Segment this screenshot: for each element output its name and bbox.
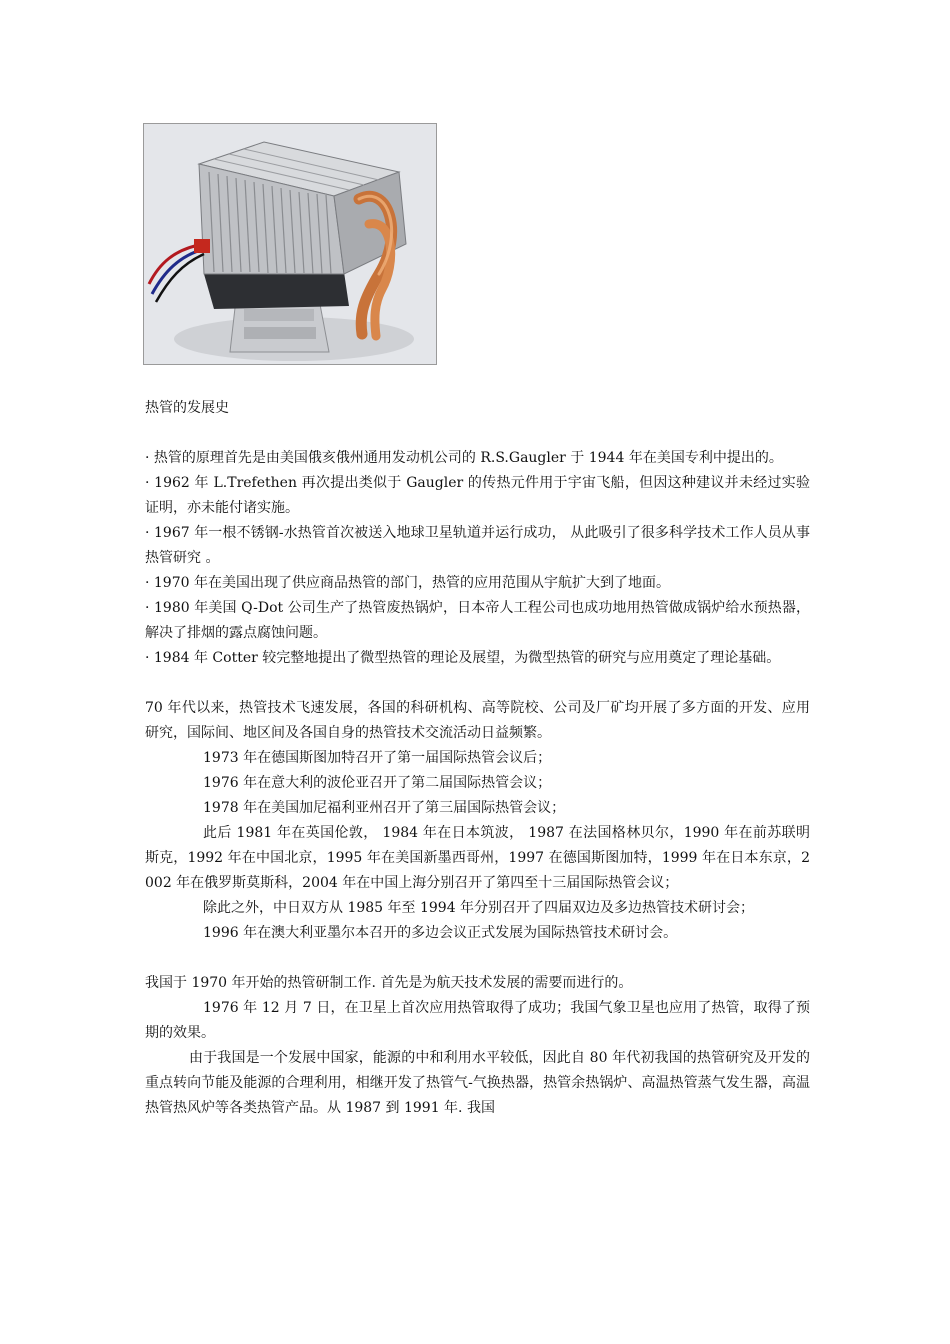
symposium-1996: 1996 年在澳大利亚墨尔本召开的多边会议正式发展为国际热管技术研讨会。 [203,925,678,941]
china-intro: 我国于 1970 年开始的热管研制工作. 首先是为航天技术发展的需要而进行的。 [145,975,633,991]
history-item: · 1967 年一根不锈钢-水热管首次被送入地球卫星轨道并运行成功， 从此吸引了很多科学技术工作人员从事热管研究 。 [145,525,810,566]
history-item: · 热管的原理首先是由美国俄亥俄州通用发动机公司的 R.S.Gaugler 于 1944 年在美国专利中提出的。 [145,450,783,466]
paragraph-gap [145,671,810,696]
history-item: · 1980 年美国 Q-Dot 公司生产了热管废热锅炉，日本帝人工程公司也成功地用热管做成锅炉给水预热器，解决了排烟的露点腐蚀问题。 [145,600,810,641]
article-body [145,396,810,1121]
paragraph-gap [145,946,810,971]
bilateral-symposia: 除此之外，中日双方从 1985 年至 1994 年分别召开了四届双边及多边热管技术研讨会； [203,900,755,916]
international-intro: 70 年代以来，热管技术飞速发展，各国的科研机构、高等院校、公司及厂矿均开展了多方面的开发、应用研究，国际间、地区间及各国自身的热管技术交流活动日益频繁。 [145,700,810,741]
china-energy: 由于我国是一个发展中国家，能源的中和利用水平较低，因此自 80 年代初我国的热管研究及开发的重点转向节能及能源的合理利用，相继开发了热管气-气换热器，热管余热锅炉、高温热管蒸气发生器，高温热管热风炉等各类热管产品。从 1987 到 1991 年. 我国 [145,1050,810,1116]
conference-1976: 1976 年在意大利的波伦亚召开了第二届国际热管会议； [203,775,552,791]
conference-1973: 1973 年在德国斯图加特召开了第一届国际热管会议后； [203,750,552,766]
history-item: · 1984 年 Cotter 较完整地提出了微型热管的理论及展望，为微型热管的研究与应用奠定了理论基础。 [145,650,781,666]
conferences-later: 此后 1981 年在英国伦敦， 1984 年在日本筑波， 1987 在法国格林贝尔，1990 年在前苏联明斯克，1992 年在中国北京，1995 年在美国新墨西哥州，1997 在德国斯图加特，1999 年在日本东京，2002 年在俄罗斯莫斯科，2004 年在中国上海分别召开了第四至十三届国际热管会议； [145,825,810,891]
heat-pipe-cooler-photo [143,123,437,365]
history-item: · 1962 年 L.Trefethen 再次提出类似于 Gaugler 的传热元件用于宇宙飞船，但因这种建议并未经过实验证明，亦未能付诸实施。 [145,475,810,516]
china-1976: 1976 年 12 月 7 日，在卫星上首次应用热管取得了成功；我国气象卫星也应用了热管，取得了预期的效果。 [145,1000,810,1041]
section-title: 热管的发展史 [145,400,229,416]
conference-1978: 1978 年在美国加尼福利亚州召开了第三届国际热管会议； [203,800,566,816]
history-item: · 1970 年在美国出现了供应商品热管的部门，热管的应用范围从宇航扩大到了地面。 [145,575,670,591]
